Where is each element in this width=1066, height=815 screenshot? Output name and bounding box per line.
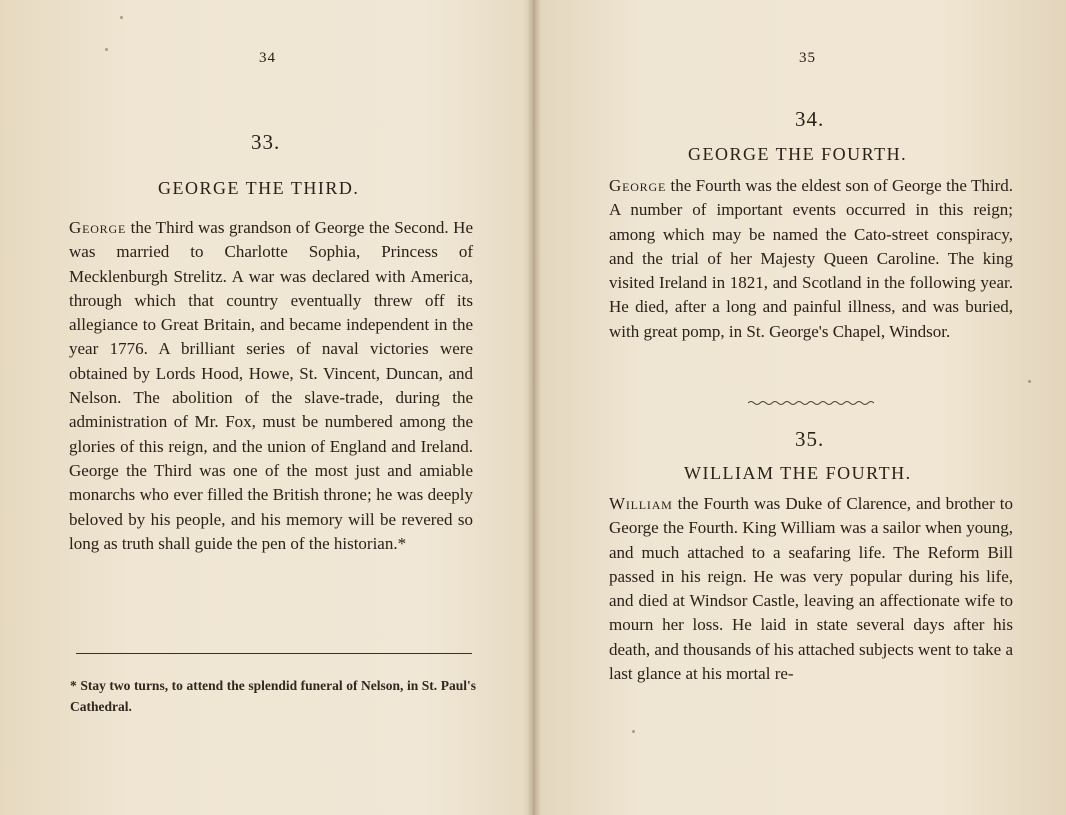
footnote-rule bbox=[76, 653, 472, 654]
body-lead-word: William bbox=[609, 494, 673, 513]
body-text: the Fourth was the eldest son of George the Third. A number of important events occurred in this reign; among which may be named the Cato-street conspiracy, and the trial of her Majesty Queen Caroline. The king visited Ireland in 1821, and Scotland in the following year. He died, after a long and painful illness, and was buried, with great pomp, in St. George's Chapel, Windsor. bbox=[609, 176, 1013, 341]
section-number: 33. bbox=[251, 130, 281, 154]
page-number: 34 bbox=[259, 50, 276, 66]
section-number: 35. bbox=[795, 427, 825, 451]
right-page bbox=[536, 0, 1066, 815]
footnote: * Stay two turns, to attend the splendid funeral of Nelson, in St. Paul's Cathedral. bbox=[70, 678, 476, 714]
section-title: WILLIAM THE FOURTH. bbox=[684, 463, 912, 483]
body-lead-word: George bbox=[69, 218, 127, 237]
section-divider bbox=[748, 398, 874, 408]
page-number: 35 bbox=[799, 50, 816, 66]
section-title: GEORGE THE THIRD. bbox=[158, 178, 360, 198]
paper-speck bbox=[105, 48, 108, 51]
body-text: the Fourth was Duke of Clarence, and brother to George the Fourth. King William was a sailor when young, and much attached to a seafaring life. The Reform Bill passed in his reign. He was very popular during his life, and died at Windsor Castle, leaving an affectionate wife to mourn her loss. He laid in state several days after his death, and thousands of his attached subjects went to take a last glance at his mortal re- bbox=[609, 494, 1013, 684]
section-body bbox=[609, 492, 1013, 686]
paper-speck bbox=[632, 730, 635, 733]
paper-speck bbox=[1028, 380, 1031, 383]
body-lead-word: George bbox=[609, 176, 667, 195]
body-text: the Third was grandson of George the Second. He was married to Charlotte Sophia, Princess of Mecklenburgh Strelitz. A war was declared with America, through which that country eventually threw off its allegiance to Great Britain, and became independent in the year 1776. A brilliant series of naval victories were obtained by Lords Hood, Howe, St. Vincent, Duncan, and Nelson. The abolition of the slave-trade, during the administration of Mr. Fox, must be numbered among the glories of this reign, and the union of England and Ireland. George the Third was one of the most just and amiable monarchs who ever filled the British throne; he was deeply beloved by his people, and his memory will be revered so long as truth shall guide the pen of the historian.* bbox=[69, 218, 473, 553]
section-title: GEORGE THE FOURTH. bbox=[688, 144, 908, 164]
section-number: 34. bbox=[795, 107, 825, 131]
paper-speck bbox=[120, 16, 123, 19]
section-body bbox=[69, 216, 473, 556]
section-body bbox=[609, 174, 1013, 344]
